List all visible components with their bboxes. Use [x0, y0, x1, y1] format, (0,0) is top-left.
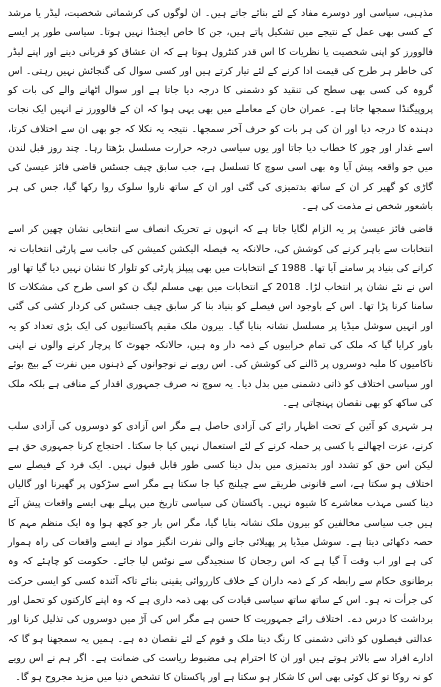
article-paragraph-1: مذہبی، سیاسی اور دوسرے مفاد کے لئے بنائے جاتے ہیں۔ ان لوگوں کی کرشماتی شخصیت، لیڈر یا مرشد کے کسی بھی عمل کے نتیجے میں تشکیل پاتے ہیں، جن کا خاص ایجنڈا نہیں ہوتا۔ سیاسی طور پر ایسے فالوورز کو اپنی شخصیت یا نظریات کا اس قدر کنٹرول ہوتا ہے کہ ان عشاق کو قربانی دینے اور اپنے لیڈر کی خاطر ہر طرح کی قیمت ادا کرنے کے لئے تیار کرتے ہیں اور کسی سوال کی گنجائش نہیں رہتی۔ اس گروہ کی کسی بھی سطح کی تنقید کو دشمنی کا درجہ دیا جاتا ہے اور سوال اٹھانے والے کی بات کو پروپیگنڈا سمجھا جاتا ہے۔ عمران خان کے معاملے میں بھی یہی ہوا کہ ان کے فالوورز نے انہیں ایک نجات دہندہ کا درجہ دیا اور ان کی ہر بات کو حرف آخر سمجھا۔ نتیجہ یہ نکلا کہ جو بھی ان سے اختلاف کرتا، اسے غدار اور چور کا خطاب دیا جاتا اور یوں سیاسی درجہ حرارت مسلسل بڑھتا رہا۔ چند روز قبل لندن میں جو واقعہ پیش آیا وہ بھی اسی سوچ کا تسلسل ہے، جب سابق چیف جسٹس قاضی فائز عیسیٰ کی گاڑی کو گھیر کر ان کے ساتھ بدتمیزی کی گئی اور ان کے ساتھ ناروا سلوک روا رکھا گیا، جس کی ہر باشعور شخص نے مذمت کی ہے۔: [8, 8, 433, 212]
article-paragraph-2: قاضی فائز عیسیٰ پر یہ الزام لگایا جاتا ہے کہ انہوں نے تحریک انصاف سے انتخابی نشان چھین کر اسے انتخابات سے باہر کرنے کی کوشش کی، حالانکہ یہ فیصلہ الیکشن کمیشن کی جانب سے پارٹی انتخابات نہ کرانے کی بنیاد پر سامنے آیا تھا۔ 1988 کے انتخابات میں بھی پیپلز پارٹی کو تلوار کا نشان نہیں دیا گیا تھا اور اس نے نئے نشان پر انتخاب لڑا۔ 2018 کے انتخابات میں بھی مسلم لیگ ن کو اسی طرح کی مشکلات کا سامنا کرنا پڑا تھا۔ اس کے باوجود اس فیصلے کو بنیاد بنا کر سابق چیف جسٹس کی کردار کشی کی گئی اور انہیں سوشل میڈیا پر مسلسل نشانہ بنایا گیا۔ بیرون ملک مقیم پاکستانیوں کی ایک بڑی تعداد کو یہ باور کرایا گیا کہ ملک کی تمام خرابیوں کے ذمہ دار وہ ہیں، حالانکہ جھوٹ کا پرچار کرنے والوں نے اپنی ناکامیوں کا ملبہ دوسروں پر ڈالنے کی کوشش کی۔ اس رویے نے نوجوانوں کے ذہنوں میں نفرت کے بیج بوئے اور سیاسی اختلاف کو ذاتی دشمنی میں بدل دیا۔ یہ سوچ نہ صرف جمہوری اقدار کے منافی ہے بلکہ ملک کی ساکھ کو بھی نقصان پہنچاتی ہے۔: [8, 224, 433, 409]
article-column: [8, 4, 433, 687]
article-paragraph-3: ہر شہری کو آئین کے تحت اظہار رائے کی آزادی حاصل ہے مگر اس آزادی کو دوسروں کی آزادی سلب کرنے، عزت اچھالنے یا کسی پر حملہ کرنے کے لئے استعمال نہیں کیا جا سکتا۔ احتجاج کرنا جمہوری حق ہے لیکن اس حق کو تشدد اور بدتمیزی میں بدل دینا کسی طور قابل قبول نہیں۔ ایک فرد کے فیصلے سے اختلاف ہو سکتا ہے، اسے قانونی طریقے سے چیلنج کیا جا سکتا ہے مگر اسے سڑکوں پر گھیرنا اور گالیاں دینا کسی مہذب معاشرے کا شیوہ نہیں۔ پاکستان کی سیاسی تاریخ میں پہلے بھی ایسے واقعات پیش آئے ہیں جب سیاسی مخالفین کو بیرون ملک نشانہ بنایا گیا، مگر اس بار جو کچھ ہوا وہ ایک منظم مہم کا حصہ دکھائی دیتا ہے۔ سوشل میڈیا پر پھیلائی جانے والی نفرت انگیز مواد نے ایسے واقعات کی راہ ہموار کی ہے اور اب وقت آ گیا ہے کہ اس رجحان کا سنجیدگی سے نوٹس لیا جائے۔ حکومت کو چاہئے کہ وہ برطانوی حکام سے رابطہ کر کے ذمہ داران کے خلاف کارروائی یقینی بنائے تاکہ آئندہ کسی کو ایسی حرکت کی جرأت نہ ہو۔ اس کے ساتھ ساتھ سیاسی قیادت کی بھی ذمہ داری ہے کہ وہ اپنے کارکنوں کو تحمل اور برداشت کا درس دے۔ اختلاف رائے جمہوریت کا حسن ہے مگر اس کی آڑ میں دوسروں کی تذلیل کرنا اور عدالتی فیصلوں کو ذاتی دشمنی کا رنگ دینا ملک و قوم کے لئے نقصان دہ ہے۔ ہمیں یہ سمجھنا ہو گا کہ ادارے افراد سے بالاتر ہوتے ہیں اور ان کا احترام ہی مضبوط ریاست کی ضمانت ہے۔ اگر ہم نے اس رویے کو نہ روکا تو کل کوئی بھی اس کا شکار ہو سکتا ہے اور پاکستان کا تشخص دنیا میں مزید مجروح ہو گا۔: [8, 421, 433, 684]
